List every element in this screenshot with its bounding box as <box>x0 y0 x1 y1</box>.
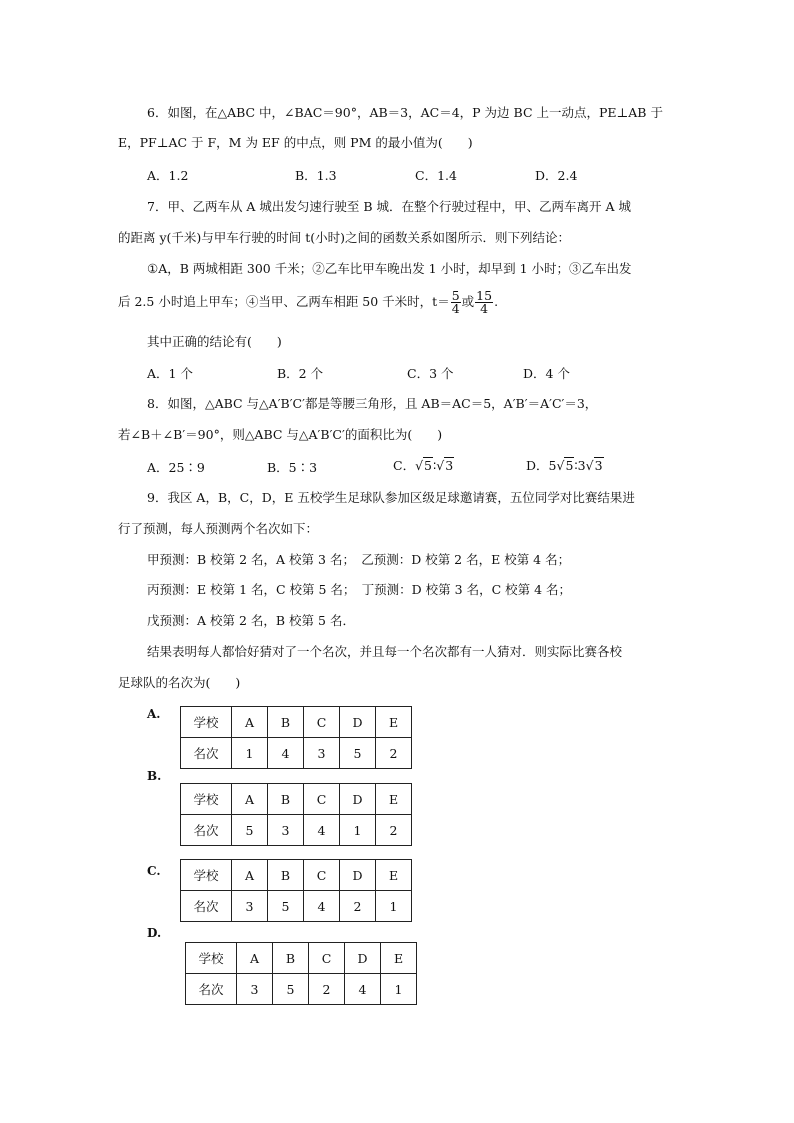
q7-line4-end: . <box>494 294 499 309</box>
table-cell: 2 <box>309 974 345 1005</box>
table-cell: 5 <box>273 974 309 1005</box>
table-cell: A <box>232 707 268 738</box>
table-cell: 名次 <box>181 891 232 922</box>
table-cell: 学校 <box>186 943 237 974</box>
table-cell: 2 <box>376 738 412 769</box>
q7-stem-line4 <box>118 290 498 315</box>
table-cell: A <box>237 943 273 974</box>
q9-option-b-label[interactable]: B. <box>147 769 162 783</box>
q9-option-b-table[interactable] <box>180 783 412 846</box>
q7-or: 或 <box>461 294 475 309</box>
table-row <box>186 974 417 1005</box>
q8-option-a[interactable]: A．25∶9 <box>147 460 205 475</box>
table-cell: 4 <box>304 891 340 922</box>
table-cell: 1 <box>376 891 412 922</box>
table-cell: C <box>304 707 340 738</box>
q9-prediction-1: 甲预测：B 校第 2 名，A 校第 3 名； 乙预测：D 校第 2 名，E 校第 4 名； <box>147 552 571 567</box>
q8-option-d[interactable]: D．5√5∶3√3 <box>526 458 603 473</box>
table-cell: 名次 <box>186 974 237 1005</box>
table-cell: C <box>304 860 340 891</box>
table-row <box>181 707 412 738</box>
table-cell: 3 <box>268 815 304 846</box>
table-cell: E <box>376 860 412 891</box>
table-cell: 3 <box>237 974 273 1005</box>
table-row <box>186 943 417 974</box>
q6-option-b[interactable]: B．1.3 <box>295 168 337 183</box>
q7-option-d[interactable]: D．4 个 <box>523 366 570 381</box>
q9-stem-line2: 行了预测，每人预测两个名次如下： <box>118 521 319 536</box>
table-cell: A <box>232 784 268 815</box>
q8-option-c[interactable]: C．√5∶√3 <box>393 458 454 473</box>
table-cell: B <box>268 707 304 738</box>
table-row <box>181 860 412 891</box>
table-cell: B <box>273 943 309 974</box>
table-cell: E <box>376 707 412 738</box>
sqrt-symbol: √3 <box>585 458 603 473</box>
sqrt-symbol: √3 <box>436 458 454 473</box>
q9-stem-line4: 足球队的名次为( ) <box>118 675 241 690</box>
table-cell: 3 <box>232 891 268 922</box>
table-cell: E <box>381 943 417 974</box>
q8-stem-line2: 若∠B＋∠B′＝90°，则△ABC 与△A′B′C′的面积比为( ) <box>118 427 443 442</box>
q9-stem-line3: 结果表明每人都恰好猜对了一个名次，并且每一个名次都有一人猜对．则实际比赛各校 <box>147 644 623 659</box>
table-cell: 2 <box>376 815 412 846</box>
q7-option-b[interactable]: B．2 个 <box>277 366 324 381</box>
table-cell: B <box>268 860 304 891</box>
table-cell: D <box>340 784 376 815</box>
table-cell: 名次 <box>181 738 232 769</box>
q7-fraction-2: $\frac{15}{4}$ <box>476 288 493 316</box>
q7-stem-line3: ①A，B 两城相距 300 千米；②乙车比甲车晚出发 1 小时，却早到 1 小时；③乙车出发 <box>147 261 632 276</box>
q7-stem-line5: 其中正确的结论有( ) <box>147 334 282 349</box>
q6-stem-line1: 6．如图，在△ABC 中，∠BAC＝90°，AB＝3，AC＝4，P 为边 BC 上一动点，PE⊥AB 于 <box>147 105 663 120</box>
table-cell: 4 <box>304 815 340 846</box>
q7-line4-text: 后 2.5 小时追上甲车；④当甲、乙两车相距 50 千米时，t＝ <box>118 294 450 309</box>
q6-stem-line2: E，PF⊥AC 于 F，M 为 EF 的中点，则 PM 的最小值为( ) <box>118 135 473 150</box>
q9-prediction-3: 戊预测：A 校第 2 名，B 校第 5 名． <box>147 613 355 628</box>
q7-stem-line1: 7．甲、乙两车从 A 城出发匀速行驶至 B 城．在整个行驶过程中，甲、乙两车离开 A 城 <box>147 199 632 214</box>
table-cell: 4 <box>345 974 381 1005</box>
q7-option-a[interactable]: A．1 个 <box>147 366 193 381</box>
table-cell: 5 <box>340 738 376 769</box>
q7-stem-line2: 的距离 y(千米)与甲车行驶的时间 t(小时)之间的函数关系如图所示．则下列结论： <box>118 230 571 245</box>
table-cell: D <box>340 860 376 891</box>
q6-option-c[interactable]: C．1.4 <box>415 168 457 183</box>
table-row <box>181 738 412 769</box>
q9-option-c-label[interactable]: C. <box>147 864 161 878</box>
table-row <box>181 891 412 922</box>
table-cell: A <box>232 860 268 891</box>
table-cell: 2 <box>340 891 376 922</box>
q9-option-c-table[interactable] <box>180 859 412 922</box>
table-cell: 学校 <box>181 860 232 891</box>
table-cell: C <box>309 943 345 974</box>
q9-option-a-label[interactable]: A. <box>147 707 161 721</box>
q8-stem-line1: 8．如图，△ABC 与△A′B′C′都是等腰三角形，且 AB＝AC＝5，A′B′＝A′C′＝3， <box>147 396 598 411</box>
sqrt-symbol: √5 <box>415 458 432 473</box>
table-cell: 4 <box>268 738 304 769</box>
table-cell: 3 <box>304 738 340 769</box>
table-cell: 5 <box>232 815 268 846</box>
q7-option-c[interactable]: C．3 个 <box>407 366 454 381</box>
table-cell: B <box>268 784 304 815</box>
q9-option-a-table[interactable] <box>180 706 412 769</box>
table-cell: E <box>376 784 412 815</box>
table-row <box>181 784 412 815</box>
table-cell: 1 <box>232 738 268 769</box>
table-cell: D <box>340 707 376 738</box>
sqrt-symbol: √5 <box>556 458 574 473</box>
q6-option-d[interactable]: D．2.4 <box>535 168 578 183</box>
table-cell: D <box>345 943 381 974</box>
table-cell: 5 <box>268 891 304 922</box>
table-cell: 名次 <box>181 815 232 846</box>
table-cell: 1 <box>340 815 376 846</box>
table-cell: C <box>304 784 340 815</box>
table-cell: 学校 <box>181 784 232 815</box>
q9-stem-line1: 9．我区 A，B，C，D，E 五校学生足球队参加区级足球邀请赛，五位同学对比赛结果进 <box>147 490 635 505</box>
q8-option-b[interactable]: B．5∶3 <box>267 460 318 475</box>
table-row <box>181 815 412 846</box>
q9-option-d-label[interactable]: D. <box>147 926 162 940</box>
table-cell: 1 <box>381 974 417 1005</box>
q7-fraction-1: $\frac{5}{4}$ <box>451 288 460 316</box>
q9-option-d-table[interactable] <box>185 942 417 1005</box>
q6-option-a[interactable]: A．1.2 <box>147 168 189 183</box>
table-cell: 学校 <box>181 707 232 738</box>
q9-prediction-2: 丙预测：E 校第 1 名，C 校第 5 名； 丁预测：D 校第 3 名，C 校第 4 名； <box>147 582 572 597</box>
